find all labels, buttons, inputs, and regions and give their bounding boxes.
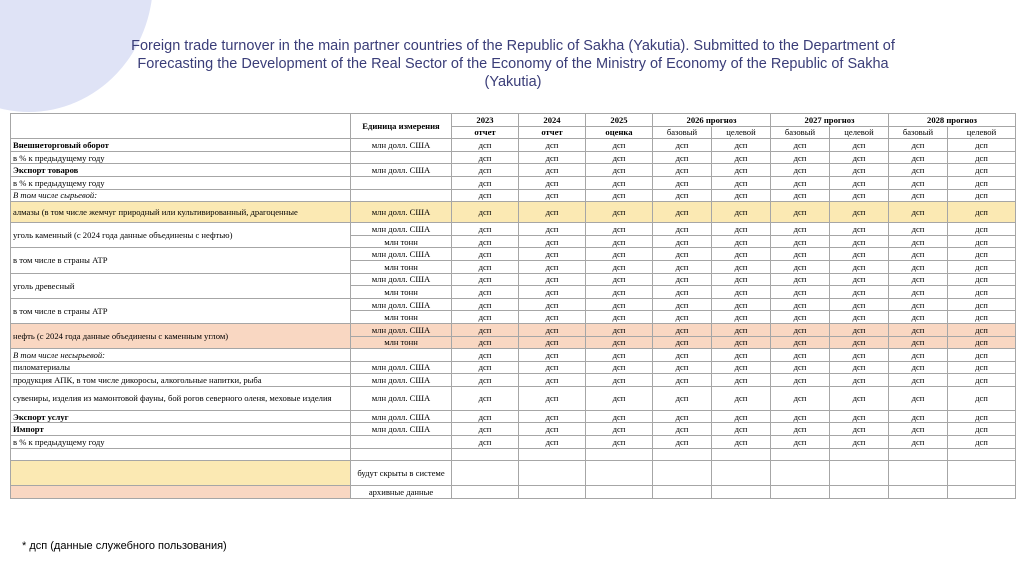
value-cell: дсп: [948, 423, 1016, 436]
value-cell: дсп: [586, 235, 653, 248]
value-cell: дсп: [653, 189, 712, 202]
value-cell: дсп: [948, 349, 1016, 362]
value-cell: дсп: [771, 311, 830, 324]
row-unit: млн долл. США: [351, 374, 452, 387]
value-cell: дсп: [830, 410, 889, 423]
table-row-highlight: [11, 202, 1016, 223]
value-cell: дсп: [889, 202, 948, 223]
header-base: базовый: [771, 126, 830, 139]
table-row: [11, 189, 1016, 202]
value-cell: дсп: [452, 202, 519, 223]
value-cell: дсп: [771, 273, 830, 286]
value-cell: дсп: [653, 436, 712, 449]
value-cell: дсп: [519, 189, 586, 202]
value-cell: дсп: [712, 374, 771, 387]
value-cell: дсп: [519, 336, 586, 349]
value-cell: дсп: [948, 139, 1016, 152]
header-row-1: [11, 114, 1016, 127]
value-cell: дсп: [653, 248, 712, 261]
row-label: В том числе несырьевой:: [11, 349, 351, 362]
header-2027: 2027 прогноз: [771, 114, 889, 127]
value-cell: дсп: [948, 202, 1016, 223]
value-cell: дсп: [712, 189, 771, 202]
value-cell: дсп: [586, 374, 653, 387]
row-unit: млн долл. США: [351, 164, 452, 177]
value-cell: дсп: [889, 298, 948, 311]
row-unit: млн долл. США: [351, 139, 452, 152]
table-row: [11, 139, 1016, 152]
value-cell: дсп: [712, 176, 771, 189]
value-cell: дсп: [771, 349, 830, 362]
row-unit: млн долл. США: [351, 323, 452, 336]
value-cell: дсп: [712, 164, 771, 177]
value-cell: дсп: [519, 323, 586, 336]
row-label: нефть (с 2024 года данные объединены с каменным углом): [11, 323, 351, 348]
value-cell: дсп: [948, 386, 1016, 410]
row-unit: [351, 349, 452, 362]
value-cell: дсп: [712, 410, 771, 423]
footnote: * дсп (данные служебного пользования): [22, 540, 227, 552]
value-cell: дсп: [519, 248, 586, 261]
row-label: Импорт: [11, 423, 351, 436]
row-unit: млн тонн: [351, 260, 452, 273]
row-unit: млн долл. США: [351, 361, 452, 374]
value-cell: дсп: [889, 323, 948, 336]
value-cell: дсп: [519, 139, 586, 152]
value-cell: дсп: [586, 223, 653, 236]
row-label: пиломатериалы: [11, 361, 351, 374]
table-row: [11, 386, 1016, 410]
row-unit: млн долл. США: [351, 273, 452, 286]
value-cell: дсп: [948, 260, 1016, 273]
value-cell: дсп: [586, 336, 653, 349]
value-cell: дсп: [452, 298, 519, 311]
row-unit: [351, 189, 452, 202]
value-cell: дсп: [653, 176, 712, 189]
value-cell: дсп: [948, 311, 1016, 324]
value-cell: дсп: [452, 423, 519, 436]
value-cell: дсп: [653, 349, 712, 362]
row-label: сувениры, изделия из мамонтовой фауны, бой рогов северного оленя, меховые изделия: [11, 386, 351, 410]
row-label: в том числе в страны АТР: [11, 248, 351, 273]
value-cell: дсп: [586, 349, 653, 362]
header-2024: 2024: [519, 114, 586, 127]
row-unit: млн долл. США: [351, 386, 452, 410]
value-cell: дсп: [712, 235, 771, 248]
value-cell: дсп: [948, 374, 1016, 387]
value-cell: дсп: [889, 336, 948, 349]
value-cell: дсп: [519, 164, 586, 177]
table-row: [11, 374, 1016, 387]
header-2023-sub: отчет: [452, 126, 519, 139]
value-cell: дсп: [948, 298, 1016, 311]
value-cell: дсп: [771, 386, 830, 410]
value-cell: дсп: [830, 189, 889, 202]
value-cell: дсп: [519, 235, 586, 248]
value-cell: дсп: [771, 139, 830, 152]
value-cell: дсп: [948, 273, 1016, 286]
value-cell: дсп: [519, 436, 586, 449]
header-blank: [11, 114, 351, 139]
value-cell: дсп: [586, 189, 653, 202]
value-cell: дсп: [948, 323, 1016, 336]
value-cell: дсп: [830, 151, 889, 164]
value-cell: дсп: [889, 260, 948, 273]
value-cell: дсп: [830, 336, 889, 349]
value-cell: дсп: [586, 176, 653, 189]
value-cell: дсп: [653, 286, 712, 299]
value-cell: дсп: [519, 374, 586, 387]
value-cell: дсп: [586, 202, 653, 223]
value-cell: дсп: [586, 311, 653, 324]
value-cell: дсп: [771, 286, 830, 299]
value-cell: дсп: [771, 336, 830, 349]
header-unit: Единица измерения: [351, 114, 452, 139]
row-label: в том числе в страны АТР: [11, 298, 351, 323]
value-cell: дсп: [830, 248, 889, 261]
header-2025: 2025: [586, 114, 653, 127]
value-cell: дсп: [948, 176, 1016, 189]
value-cell: дсп: [653, 336, 712, 349]
value-cell: дсп: [653, 386, 712, 410]
row-unit: млн тонн: [351, 286, 452, 299]
value-cell: дсп: [586, 260, 653, 273]
value-cell: дсп: [771, 248, 830, 261]
row-unit: млн долл. США: [351, 223, 452, 236]
row-label: Экспорт услуг: [11, 410, 351, 423]
value-cell: дсп: [519, 202, 586, 223]
row-label: Внешнеторговый оборот: [11, 139, 351, 152]
legend-row-archive: [11, 486, 1016, 499]
value-cell: дсп: [586, 151, 653, 164]
value-cell: дсп: [712, 260, 771, 273]
value-cell: дсп: [712, 311, 771, 324]
value-cell: дсп: [712, 323, 771, 336]
row-label: В том числе сырьевой:: [11, 189, 351, 202]
value-cell: дсп: [771, 410, 830, 423]
row-unit: млн тонн: [351, 235, 452, 248]
value-cell: дсп: [889, 273, 948, 286]
value-cell: дсп: [889, 139, 948, 152]
value-cell: дсп: [653, 311, 712, 324]
value-cell: дсп: [830, 223, 889, 236]
value-cell: дсп: [519, 286, 586, 299]
value-cell: дсп: [712, 248, 771, 261]
value-cell: дсп: [586, 323, 653, 336]
value-cell: дсп: [712, 361, 771, 374]
value-cell: дсп: [830, 273, 889, 286]
value-cell: дсп: [830, 286, 889, 299]
value-cell: дсп: [519, 223, 586, 236]
value-cell: дсп: [653, 273, 712, 286]
value-cell: дсп: [830, 386, 889, 410]
value-cell: дсп: [830, 374, 889, 387]
value-cell: дсп: [452, 374, 519, 387]
legend-swatch-peach: [11, 486, 351, 499]
value-cell: дсп: [771, 189, 830, 202]
value-cell: дсп: [653, 374, 712, 387]
table-row: [11, 273, 1016, 286]
value-cell: дсп: [586, 361, 653, 374]
value-cell: дсп: [586, 386, 653, 410]
table-row: [11, 436, 1016, 449]
header-2023: 2023: [452, 114, 519, 127]
value-cell: дсп: [830, 361, 889, 374]
value-cell: дсп: [889, 386, 948, 410]
value-cell: дсп: [653, 202, 712, 223]
value-cell: дсп: [712, 298, 771, 311]
value-cell: дсп: [519, 298, 586, 311]
header-2024-sub: отчет: [519, 126, 586, 139]
value-cell: дсп: [452, 410, 519, 423]
table-row: [11, 223, 1016, 236]
value-cell: дсп: [452, 286, 519, 299]
value-cell: дсп: [586, 423, 653, 436]
value-cell: дсп: [452, 311, 519, 324]
page-title: Foreign trade turnover in the main partner countries of the Republic of Sakha (Yakutia). Submitted to the Department of Forecasting the Development of the Real Sector of the Economy of the Ministry of Economy of the Republic of Sakha (Yakutia): [131, 38, 895, 90]
value-cell: дсп: [889, 189, 948, 202]
value-cell: дсп: [889, 423, 948, 436]
value-cell: дсп: [452, 323, 519, 336]
value-cell: дсп: [771, 164, 830, 177]
row-unit: [351, 436, 452, 449]
value-cell: дсп: [712, 223, 771, 236]
table-row: [11, 349, 1016, 362]
value-cell: дсп: [452, 361, 519, 374]
value-cell: дсп: [948, 248, 1016, 261]
header-base: базовый: [653, 126, 712, 139]
value-cell: дсп: [771, 323, 830, 336]
row-label: Экспорт товаров: [11, 164, 351, 177]
row-label: в % к предыдущему году: [11, 176, 351, 189]
table-row: [11, 176, 1016, 189]
row-unit: млн тонн: [351, 336, 452, 349]
value-cell: дсп: [712, 286, 771, 299]
value-cell: дсп: [771, 361, 830, 374]
value-cell: дсп: [452, 176, 519, 189]
value-cell: дсп: [586, 139, 653, 152]
value-cell: дсп: [452, 336, 519, 349]
row-label: уголь каменный (с 2024 года данные объединены с нефтью): [11, 223, 351, 248]
value-cell: дсп: [771, 235, 830, 248]
value-cell: дсп: [771, 223, 830, 236]
value-cell: дсп: [653, 361, 712, 374]
value-cell: дсп: [452, 260, 519, 273]
value-cell: дсп: [948, 189, 1016, 202]
table-row: [11, 361, 1016, 374]
value-cell: дсп: [948, 336, 1016, 349]
trade-table: [10, 113, 1016, 499]
value-cell: дсп: [712, 139, 771, 152]
value-cell: дсп: [586, 164, 653, 177]
value-cell: дсп: [771, 374, 830, 387]
value-cell: дсп: [830, 164, 889, 177]
value-cell: дсп: [830, 311, 889, 324]
value-cell: дсп: [830, 139, 889, 152]
blank-row: [11, 448, 1016, 461]
value-cell: дсп: [586, 436, 653, 449]
value-cell: дсп: [712, 436, 771, 449]
legend-archive-label: архивные данные: [351, 486, 452, 499]
value-cell: дсп: [452, 349, 519, 362]
value-cell: дсп: [586, 410, 653, 423]
value-cell: дсп: [452, 151, 519, 164]
value-cell: дсп: [712, 273, 771, 286]
value-cell: дсп: [653, 235, 712, 248]
row-label: алмазы (в том числе жемчуг природный или культивированный, драгоценные: [11, 202, 351, 223]
value-cell: дсп: [889, 164, 948, 177]
value-cell: дсп: [889, 286, 948, 299]
value-cell: дсп: [712, 202, 771, 223]
row-label: в % к предыдущему году: [11, 436, 351, 449]
table-row: [11, 423, 1016, 436]
value-cell: дсп: [771, 436, 830, 449]
value-cell: дсп: [830, 298, 889, 311]
value-cell: дсп: [948, 235, 1016, 248]
value-cell: дсп: [889, 223, 948, 236]
value-cell: дсп: [586, 286, 653, 299]
value-cell: дсп: [653, 323, 712, 336]
header-target: целевой: [830, 126, 889, 139]
value-cell: дсп: [653, 164, 712, 177]
value-cell: дсп: [653, 410, 712, 423]
row-label: продукция АПК, в том числе дикоросы, алкогольные напитки, рыба: [11, 374, 351, 387]
value-cell: дсп: [889, 235, 948, 248]
value-cell: дсп: [830, 235, 889, 248]
value-cell: дсп: [830, 323, 889, 336]
value-cell: дсп: [519, 151, 586, 164]
value-cell: дсп: [712, 349, 771, 362]
value-cell: дсп: [948, 223, 1016, 236]
legend-row-hidden: [11, 461, 1016, 486]
value-cell: дсп: [452, 235, 519, 248]
table-row: [11, 298, 1016, 311]
value-cell: дсп: [519, 386, 586, 410]
value-cell: дсп: [948, 361, 1016, 374]
value-cell: дсп: [519, 311, 586, 324]
value-cell: дсп: [830, 349, 889, 362]
value-cell: дсп: [653, 298, 712, 311]
value-cell: дсп: [712, 423, 771, 436]
value-cell: дсп: [452, 223, 519, 236]
table-row: [11, 248, 1016, 261]
row-unit: млн долл. США: [351, 410, 452, 423]
value-cell: дсп: [771, 176, 830, 189]
value-cell: дсп: [586, 248, 653, 261]
value-cell: дсп: [452, 189, 519, 202]
value-cell: дсп: [653, 139, 712, 152]
value-cell: дсп: [889, 176, 948, 189]
value-cell: дсп: [830, 423, 889, 436]
value-cell: дсп: [889, 410, 948, 423]
row-label: уголь древесный: [11, 273, 351, 298]
table-row: [11, 151, 1016, 164]
value-cell: дсп: [452, 436, 519, 449]
table-row-highlight: [11, 323, 1016, 336]
value-cell: дсп: [889, 349, 948, 362]
header-2025-sub: оценка: [586, 126, 653, 139]
value-cell: дсп: [452, 386, 519, 410]
value-cell: дсп: [653, 223, 712, 236]
value-cell: дсп: [771, 202, 830, 223]
value-cell: дсп: [889, 151, 948, 164]
value-cell: дсп: [586, 273, 653, 286]
value-cell: дсп: [712, 336, 771, 349]
value-cell: дсп: [948, 436, 1016, 449]
value-cell: дсп: [452, 273, 519, 286]
value-cell: дсп: [519, 260, 586, 273]
value-cell: дсп: [452, 164, 519, 177]
value-cell: дсп: [948, 410, 1016, 423]
value-cell: дсп: [889, 361, 948, 374]
header-2026: 2026 прогноз: [653, 114, 771, 127]
row-unit: [351, 151, 452, 164]
value-cell: дсп: [948, 164, 1016, 177]
value-cell: дсп: [771, 423, 830, 436]
value-cell: дсп: [519, 273, 586, 286]
value-cell: дсп: [452, 248, 519, 261]
value-cell: дсп: [771, 260, 830, 273]
value-cell: дсп: [830, 436, 889, 449]
row-label: в % к предыдущему году: [11, 151, 351, 164]
value-cell: дсп: [771, 298, 830, 311]
value-cell: дсп: [712, 386, 771, 410]
value-cell: дсп: [712, 151, 771, 164]
legend-swatch-yellow: [11, 461, 351, 486]
value-cell: дсп: [519, 176, 586, 189]
value-cell: дсп: [889, 311, 948, 324]
value-cell: дсп: [889, 436, 948, 449]
header-target: целевой: [948, 126, 1016, 139]
value-cell: дсп: [519, 361, 586, 374]
value-cell: дсп: [830, 176, 889, 189]
value-cell: дсп: [653, 151, 712, 164]
value-cell: дсп: [948, 286, 1016, 299]
value-cell: дсп: [771, 151, 830, 164]
row-unit: млн долл. США: [351, 423, 452, 436]
row-unit: млн долл. США: [351, 248, 452, 261]
row-unit: [351, 176, 452, 189]
row-unit: млн долл. США: [351, 298, 452, 311]
table-row: [11, 164, 1016, 177]
value-cell: дсп: [519, 410, 586, 423]
value-cell: дсп: [653, 423, 712, 436]
table-row: [11, 410, 1016, 423]
header-2028: 2028 прогноз: [889, 114, 1016, 127]
value-cell: дсп: [452, 139, 519, 152]
value-cell: дсп: [830, 202, 889, 223]
legend-hidden-label: будут скрыты в системе: [351, 461, 452, 486]
value-cell: дсп: [519, 349, 586, 362]
value-cell: дсп: [653, 260, 712, 273]
value-cell: дсп: [889, 248, 948, 261]
header-base: базовый: [889, 126, 948, 139]
value-cell: дсп: [948, 151, 1016, 164]
value-cell: дсп: [586, 298, 653, 311]
value-cell: дсп: [830, 260, 889, 273]
row-unit: млн долл. США: [351, 202, 452, 223]
value-cell: дсп: [519, 423, 586, 436]
header-target: целевой: [712, 126, 771, 139]
row-unit: млн тонн: [351, 311, 452, 324]
value-cell: дсп: [889, 374, 948, 387]
